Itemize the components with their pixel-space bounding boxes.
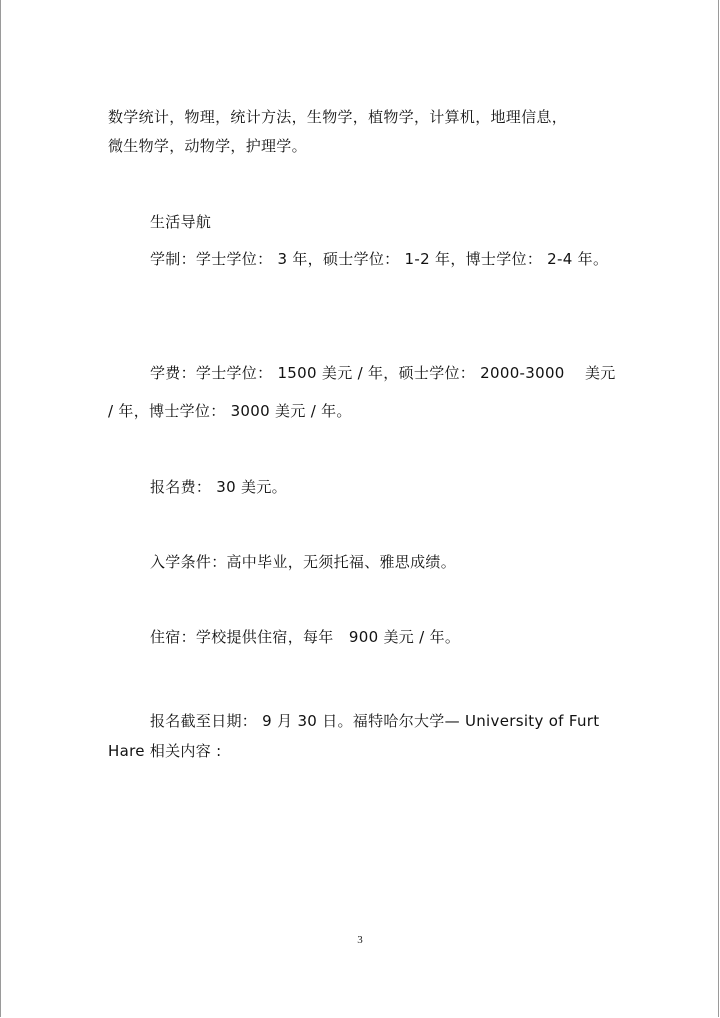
text-line-subjects-1: 数学统计，物理，统计方法，生物学，植物学，计算机，地理信息， xyxy=(108,108,568,126)
text-line-deadline: 报名截至日期： 9 月 30 日。福特哈尔大学— University of Furt xyxy=(150,712,600,730)
text-line-study-duration: 学制：学士学位： 3 年，硕士学位： 1-2 年，博士学位： 2-4 年。 xyxy=(150,250,609,268)
text-line-admission-requirements: 入学条件：高中毕业，无须托福、雅思成绩。 xyxy=(150,553,457,571)
text-line-related-content: Hare 相关内容 : xyxy=(108,742,222,760)
text-line-accommodation: 住宿：学校提供住宿，每年 900 美元 / 年。 xyxy=(150,628,461,646)
text-line-tuition-1: 学费：学士学位： 1500 美元 / 年，硕士学位： 2000-3000 美元 xyxy=(150,364,616,382)
page-number: 3 xyxy=(357,934,363,946)
text-line-application-fee: 报名费： 30 美元。 xyxy=(150,478,287,496)
text-line-subjects-2: 微生物学，动物学，护理学。 xyxy=(108,137,307,155)
section-heading-life-guide: 生活导航 xyxy=(150,213,212,231)
text-line-tuition-2: / 年，博士学位： 3000 美元 / 年。 xyxy=(108,402,352,420)
